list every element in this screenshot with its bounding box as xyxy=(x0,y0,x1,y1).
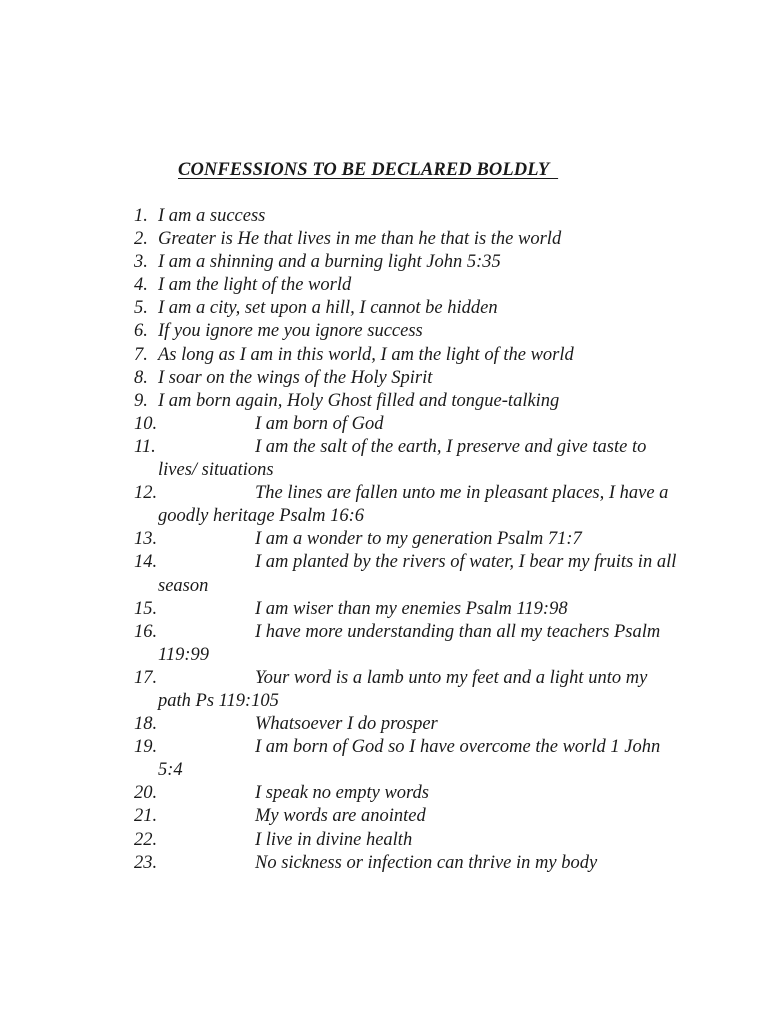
item-number: 12. xyxy=(134,483,158,504)
item-number: 20. xyxy=(134,783,158,804)
list-item xyxy=(0,805,768,828)
item-text: My words are anointed xyxy=(255,806,426,827)
list-item xyxy=(0,528,768,551)
list-item xyxy=(0,205,768,228)
item-text: I am a wonder to my generation Psalm 71:7 xyxy=(255,529,582,550)
list-item xyxy=(0,320,768,343)
item-text: I am born of God so I have overcome the world 1 John 5:4 xyxy=(158,737,661,781)
item-number: 22. xyxy=(134,829,158,850)
list-item xyxy=(0,436,768,482)
item-text: I speak no empty words xyxy=(255,783,430,804)
list-item xyxy=(0,413,768,436)
item-text: Greater is He that lives in me than he that is the world xyxy=(158,229,562,250)
item-number: 3. xyxy=(134,252,148,273)
list-item xyxy=(0,598,768,621)
item-text: I am a success xyxy=(158,206,266,226)
item-text: As long as I am in this world, I am the light of the world xyxy=(158,344,574,365)
item-text: I am born of God xyxy=(255,413,384,434)
item-number: 4. xyxy=(134,275,148,296)
item-number: 14. xyxy=(134,552,158,573)
item-text: I am the salt of the earth, I preserve and give taste to lives/ situations xyxy=(158,436,647,481)
item-number: 5. xyxy=(134,298,148,319)
item-text: No sickness or infection can thrive in my body xyxy=(255,852,598,873)
confessions-list xyxy=(0,205,768,875)
list-item xyxy=(0,482,768,528)
list-item xyxy=(0,551,768,597)
item-number: 2. xyxy=(134,229,148,250)
item-number: 10. xyxy=(134,413,158,434)
page-title: CONFESSIONS TO BE DECLARED BOLDLY xyxy=(178,160,559,180)
item-number: 9. xyxy=(134,390,148,411)
item-number: 8. xyxy=(134,367,148,388)
item-number: 1. xyxy=(134,206,148,226)
item-text: Whatsoever I do prosper xyxy=(255,714,438,735)
item-number: 17. xyxy=(134,667,158,688)
item-number: 15. xyxy=(134,598,158,619)
item-number: 13. xyxy=(134,529,158,550)
item-number: 16. xyxy=(134,621,158,642)
list-item xyxy=(0,852,768,875)
list-item xyxy=(0,274,768,297)
list-item xyxy=(0,251,768,274)
item-text: I am born again, Holy Ghost filled and tongue-talking xyxy=(158,390,560,411)
list-item xyxy=(0,829,768,852)
list-item xyxy=(0,782,768,805)
list-item xyxy=(0,667,768,713)
item-number: 18. xyxy=(134,714,158,735)
list-item xyxy=(0,390,768,413)
item-text: I am the light of the world xyxy=(158,275,352,296)
item-text: I live in divine health xyxy=(255,829,413,850)
item-text: I have more understanding than all my teachers Psalm 119:99 xyxy=(158,621,661,665)
item-number: 11. xyxy=(134,436,156,457)
item-text: I soar on the wings of the Holy Spirit xyxy=(158,367,433,388)
item-number: 23. xyxy=(134,852,158,873)
list-item xyxy=(0,297,768,320)
list-item xyxy=(0,736,768,782)
item-number: 7. xyxy=(134,344,148,365)
item-number: 19. xyxy=(134,737,158,758)
item-number: 21. xyxy=(134,806,158,827)
item-text: If you ignore me you ignore success xyxy=(158,321,423,342)
item-number: 6. xyxy=(134,321,148,342)
item-text: I am planted by the rivers of water, I bear my fruits in all season xyxy=(158,552,677,596)
list-item xyxy=(0,621,768,667)
list-item xyxy=(0,367,768,390)
item-text: Your word is a lamb unto my feet and a light unto my path Ps 119:105 xyxy=(158,667,648,711)
list-item xyxy=(0,228,768,251)
item-text: I am a city, set upon a hill, I cannot be hidden xyxy=(158,298,498,319)
list-item xyxy=(0,344,768,367)
item-text: The lines are fallen unto me in pleasant places, I have a goodly heritage Psalm 16:6 xyxy=(158,483,669,527)
item-text: I am wiser than my enemies Psalm 119:98 xyxy=(255,598,568,619)
list-item xyxy=(0,713,768,736)
item-text: I am a shinning and a burning light John 5:35 xyxy=(158,252,501,273)
